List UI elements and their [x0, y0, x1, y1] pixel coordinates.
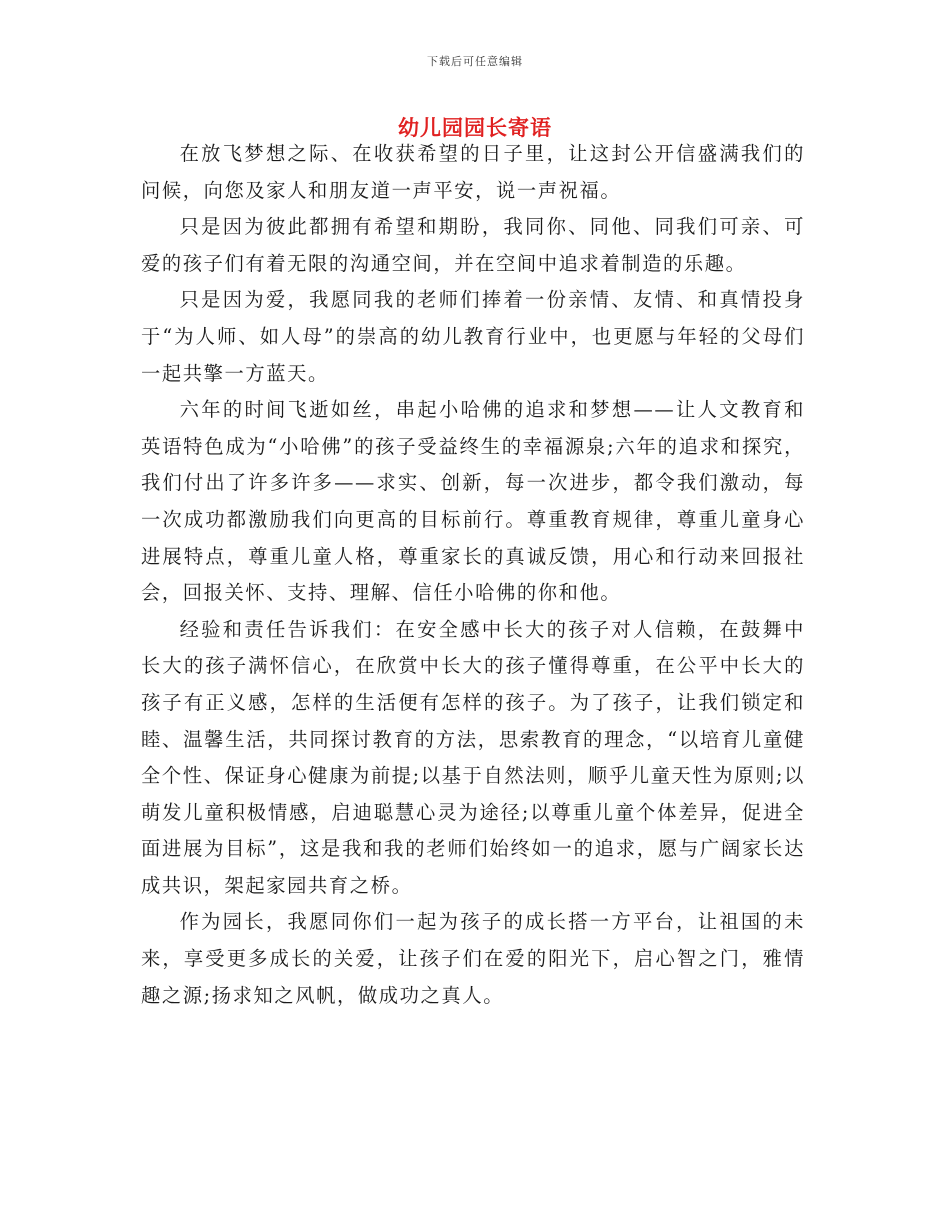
paragraph-experience: 经验和责任告诉我们：在安全感中长大的孩子对人信赖，在鼓舞中长大的孩子满怀信心，在欣赏中长大的孩子懂得尊重，在公平中长大的孩子有正义感，怎样的生活便有怎样的孩子。为了孩子，让我们锁定和睦、温馨生活，共同探讨教育的方法，思索教育的理念，“以培育儿童健全个性、保证身心健康为前提;以基于自然法则，顺乎儿童天性为原则;以萌发儿童积极情感，启迪聪慧心灵为途径;以尊重儿童个体差异，促进全面进展为目标”，这是我和我的老师们始终如一的追求，愿与广阔家长达成共识，架起家园共育之桥。 [141, 617, 805, 897]
paragraph-greeting: 在放飞梦想之际、在收获希望的日子里，让这封公开信盛满我们的问候，向您及家人和朋友道一声平安，说一声祝福。 [141, 142, 805, 202]
document-title: 幼儿园园长寄语 [398, 115, 552, 140]
header-note: 下载后可任意编辑 [427, 55, 523, 68]
document-body [141, 136, 805, 1014]
paragraph-hope: 只是因为彼此都拥有希望和期盼，我同你、同他、同我们可亲、可爱的孩子们有着无限的沟通空间，并在空间中追求着制造的乐趣。 [141, 215, 805, 275]
paragraph-six-years: 六年的时间飞逝如丝，串起小哈佛的追求和梦想——让人文教育和英语特色成为“小哈佛”的孩子受益终生的幸福源泉;六年的追求和探究，我们付出了许多许多——求实、创新，每一次进步，都令我们激动，每一次成功都激励我们向更高的目标前行。尊重教育规律，尊重儿童身心进展特点，尊重儿童人格，尊重家长的真诚反馈，用心和行动来回报社会，回报关怀、支持、理解、信任小哈佛的你和他。 [141, 398, 805, 605]
paragraph-love: 只是因为爱，我愿同我的老师们捧着一份亲情、友情、和真情投身于“为人师、如人母”的崇高的幼儿教育行业中，也更愿与年轻的父母们一起共擎一方蓝天。 [141, 288, 805, 385]
paragraph-principal: 作为园长，我愿同你们一起为孩子的成长搭一方平台，让祖国的未来，享受更多成长的关爱，让孩子们在爱的阳光下，启心智之门，雅情趣之源;扬求知之风帆，做成功之真人。 [141, 910, 805, 1007]
